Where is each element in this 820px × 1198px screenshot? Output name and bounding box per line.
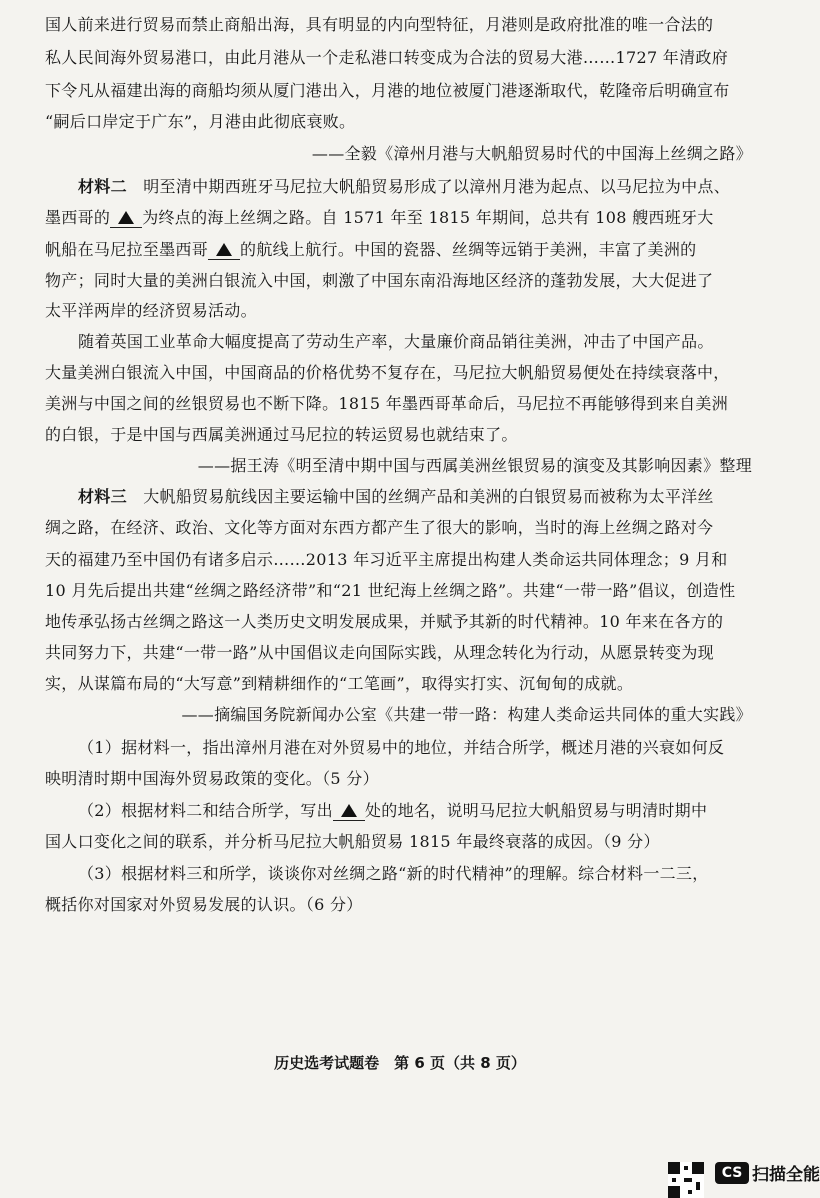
material3-line: 材料三 大帆船贸易航线因主要运输中国的丝绸产品和美洲的白银贸易而被称为太平洋丝 [78,487,714,506]
blank-triangle-1 [110,209,142,228]
material2-paragraph2-line: 美洲与中国之间的丝银贸易也不断下降。1815 年墨西哥革命后，马尼拉不再能够得到来自美洲 [45,394,729,413]
material3-line: 绸之路，在经济、政治、文化等方面对东西方都产生了很大的影响，当时的海上丝绸之路对今 [45,518,714,537]
camscanner-label: 扫描全能 [752,1165,820,1185]
material2-label: 材料二 [78,177,127,196]
page-footer: 历史选考试题卷 第 6 页（共 8 页） [274,1054,526,1072]
material3-line: 实，从谋篇布局的“大写意”到精耕细作的“工笔画”，取得实打实、沉甸甸的成就。 [45,674,634,693]
triangle-icon [118,211,134,224]
camscanner-logo: CS [715,1162,749,1184]
material2-paragraph2-line: 大量美洲白银流入中国，中国商品的价格优势不复存在，马尼拉大帆船贸易便处在持续衰落中， [45,363,730,382]
material2-source: ——据王涛《明至清中期中国与西属美洲丝银贸易的演变及其影响因素》整理 [197,456,752,475]
question-1-line: （1）据材料一，指出漳州月港在对外贸易中的地位，并结合所学，概述月港的兴衰如何反 [78,738,725,757]
material3-line: 天的福建乃至中国仍有诸多启示……2013 年习近平主席提出构建人类命运共同体理念；9 月和 [45,550,728,569]
triangle-icon [216,243,232,256]
material1-line: 私人民间海外贸易港口，由此月港从一个走私港口转变成为合法的贸易大港……1727 年清政府 [45,48,729,67]
material2-paragraph2-line: 的白银，于是中国与西属美洲通过马尼拉的转运贸易也就结束了。 [45,425,518,444]
material3-source: ——摘编国务院新闻办公室《共建一带一路：构建人类命运共同体的重大实践》 [181,705,752,724]
question-3-line: 概括你对国家对外贸易发展的认识。（6 分） [45,895,363,914]
material2-line: 太平洋两岸的经济贸易活动。 [45,301,257,320]
material3-line: 共同努力下，共建“一带一路”从中国倡议走向国际实践，从理念转化为行动，从愿景转变为现 [45,643,714,662]
material2-line: 帆船在马尼拉至墨西哥 的航线上航行。中国的瓷器、丝绸等远销于美洲，丰富了美洲的 [45,240,697,259]
qr-code-icon [668,1162,704,1198]
material2-line: 墨西哥的 为终点的海上丝绸之路。自 1571 年至 1815 年期间，总共有 108 艘西班牙大 [45,208,714,227]
question-1-line: 映明清时期中国海外贸易政策的变化。（5 分） [45,769,379,788]
material3-line: 地传承弘扬古丝绸之路这一人类历史文明发展成果，并赋予其新的时代精神。10 年来在各方的 [45,612,724,631]
material3-label: 材料三 [78,487,127,506]
blank-triangle-3 [333,802,365,821]
question-3-line: （3）根据材料三和所学，谈谈你对丝绸之路“新的时代精神”的理解。综合材料一二三， [78,864,709,883]
triangle-icon [341,804,357,817]
material1-line: 下令凡从福建出海的商船均须从厦门港出入，月港的地位被厦门港逐渐取代，乾隆帝后明确宣布 [45,81,730,100]
material1-source: ——全毅《漳州月港与大帆船贸易时代的中国海上丝绸之路》 [311,144,752,163]
material1-line: “嗣后口岸定于广东”，月港由此彻底衰败。 [45,112,356,131]
material3-line: 10 月先后提出共建“丝绸之路经济带”和“21 世纪海上丝绸之路”。共建“一带一路”倡议，创造性 [45,581,736,600]
material2-line: 材料二 明至清中期西班牙马尼拉大帆船贸易形成了以漳州月港为起点、以马尼拉为中点、 [78,177,731,196]
blank-triangle-2 [208,241,240,260]
material1-line: 国人前来进行贸易而禁止商船出海，具有明显的内向型特征，月港则是政府批准的唯一合法的 [45,15,714,34]
material2-paragraph2-line: 随着英国工业革命大幅度提高了劳动生产率，大量廉价商品销往美洲，冲击了中国产品。 [78,332,714,351]
material2-line: 物产；同时大量的美洲白银流入中国，刺激了中国东南沿海地区经济的蓬勃发展，大大促进了 [45,271,714,290]
question-2-line: （2）根据材料二和结合所学，写出 处的地名，说明马尼拉大帆船贸易与明清时期中 [78,801,708,820]
question-2-line: 国人口变化之间的联系，并分析马尼拉大帆船贸易 1815 年最终衰落的成因。（9 分） [45,832,660,851]
